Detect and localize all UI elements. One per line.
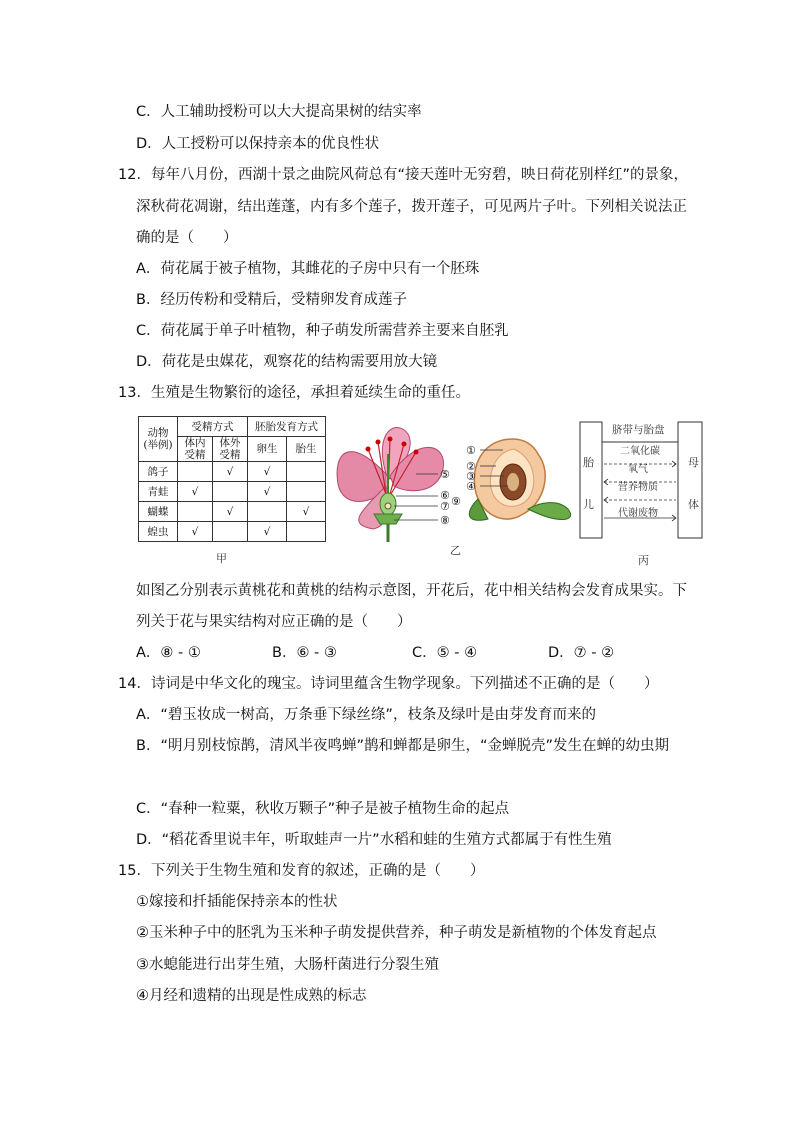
row-name: 蝗虫 (139, 522, 178, 542)
cell (287, 462, 326, 482)
q11-option-d: D．人工授粉可以保持亲本的优良性状 (136, 136, 380, 152)
cell (287, 482, 326, 502)
cell: √ (213, 502, 248, 522)
q13-text-2: 列关于花与果实结构对应正确的是（ ） (136, 614, 412, 630)
q15-statement-1: ①嫁接和扦插能保持亲本的性状 (136, 894, 338, 910)
cell (178, 502, 213, 522)
peach-illustration (469, 439, 570, 520)
bing-mother-2: 体 (688, 498, 699, 511)
q13-option-b: B．⑥ - ③ (272, 645, 337, 661)
header-viviparous: 胎生 (287, 437, 326, 462)
q13-option-d: D．⑦ - ② (548, 645, 615, 661)
header-embryo: 胚胎发育方式 (248, 417, 326, 437)
row-name: 蝴蝶 (139, 502, 178, 522)
cell: √ (178, 522, 213, 542)
q15-stem: 15．下列关于生物生殖和发育的叙述，正确的是（ ） (118, 863, 485, 879)
label-9: ⑨ (451, 495, 461, 508)
label-2: ② (466, 460, 476, 473)
flower-illustration (337, 427, 443, 542)
cell: √ (248, 462, 287, 482)
q14-option-b: B．“明月别枝惊鹊，清风半夜鸣蝉”鹊和蝉都是卵生，“金蝉脱壳”发生在蝉的幼虫期 (136, 738, 669, 754)
header-fertilization: 受精方式 (178, 417, 248, 437)
q12-option-a: A．荷花属于被子植物，其雌花的子房中只有一个胚珠 (136, 261, 480, 277)
caption-jia: 甲 (216, 552, 227, 565)
q13-options (136, 643, 696, 663)
reproduction-table (138, 416, 326, 542)
q13-option-c: C．⑤ - ④ (412, 645, 478, 661)
q15-statement-2: ②玉米种子中的胚乳为玉米种子萌发提供营养，种子萌发是新植物的个体发育起点 (136, 925, 657, 941)
cell (178, 462, 213, 482)
q12-option-d: D．荷花是虫媒花，观察花的结构需要用放大镜 (136, 354, 438, 370)
q13-figures (138, 414, 708, 567)
header-oviparous: 卵生 (248, 437, 287, 462)
q12-stem: 12．每年八月份，西湖十景之曲院风荷总有“接天莲叶无穷碧，映日荷花别样红”的景象， (118, 167, 688, 183)
q14-option-a: A．“碧玉妆成一树高，万条垂下绿丝绦”，枝条及绿叶是由芽发育而来的 (136, 707, 596, 723)
q12-stem-3: 确的是（ ） (136, 230, 238, 246)
cell (287, 522, 326, 542)
bing-fetus-1: 胎 (583, 456, 594, 469)
label-4: ④ (466, 480, 476, 493)
bing-fetus-2: 儿 (583, 498, 594, 511)
label-7: ⑦ (440, 500, 450, 513)
table-row (139, 502, 326, 522)
row-name: 青蛙 (139, 482, 178, 502)
q13-option-a: A．⑧ - ① (136, 645, 201, 661)
bing-mother-1: 母 (688, 456, 699, 469)
q12-option-c: C．荷花属于单子叶植物，种子萌发所需营养主要来自胚乳 (136, 323, 509, 339)
arrow-nutrients: 营养物质 (618, 482, 658, 493)
q14-option-d: D．“稻花香里说丰年，听取蛙声一片”水稻和蛙的生殖方式都属于有性生殖 (136, 832, 612, 848)
caption-yi: 乙 (450, 544, 461, 557)
q15-statement-3: ③水螅能进行出芽生殖，大肠杆菌进行分裂生殖 (136, 957, 439, 973)
cell: √ (213, 462, 248, 482)
arrow-o2: 氧气 (628, 464, 648, 475)
header-animal: 动物(举例) (139, 417, 178, 462)
q14-option-c: C．“春种一粒粟，秋收万颗子”种子是被子植物生命的起点 (136, 801, 510, 817)
arrow-co2: 二氧化碳 (620, 446, 660, 457)
table-row (139, 522, 326, 542)
table-row (139, 462, 326, 482)
row-name: 鸽子 (139, 462, 178, 482)
q13-stem: 13．生殖是生物繁衍的途径，承担着延续生命的重任。 (118, 385, 470, 401)
cell: √ (248, 482, 287, 502)
cell (248, 502, 287, 522)
header-external: 体外受精 (213, 437, 248, 462)
header-internal: 体内受精 (178, 437, 213, 462)
arrow-waste: 代谢废物 (618, 508, 658, 519)
q15-statement-4: ④月经和遗精的出现是性成熟的标志 (136, 988, 367, 1004)
q13-text: 如图乙分别表示黄桃花和黄桃的结构示意图，开花后，花中相关结构会发育成果实。下 (136, 583, 687, 599)
caption-bing: 丙 (638, 554, 649, 567)
label-6: ⑥ (440, 489, 450, 502)
label-8: ⑧ (440, 514, 450, 527)
label-5: ⑤ (440, 468, 450, 481)
q11-option-c: C．人工辅助授粉可以大大提高果树的结实率 (136, 104, 422, 120)
q12-option-b: B．经历传粉和受精后，受精卵发育成莲子 (136, 292, 407, 308)
cell: √ (287, 502, 326, 522)
cell: √ (178, 482, 213, 502)
flower-fruit-diagram (328, 414, 588, 544)
label-1: ① (466, 444, 476, 457)
table-row (139, 482, 326, 502)
cell (213, 522, 248, 542)
cell: √ (248, 522, 287, 542)
cell (213, 482, 248, 502)
q14-stem: 14．诗词是中华文化的瑰宝。诗词里蕴含生物学现象。下列描述不正确的是（ ） (118, 676, 659, 692)
label-3: ③ (466, 470, 476, 483)
q12-stem-2: 深秋荷花凋谢，结出莲蓬，内有多个莲子，拨开莲子，可见两片子叶。下列相关说法正 (136, 199, 687, 215)
bing-top: 脐带与胎盘 (612, 424, 665, 436)
